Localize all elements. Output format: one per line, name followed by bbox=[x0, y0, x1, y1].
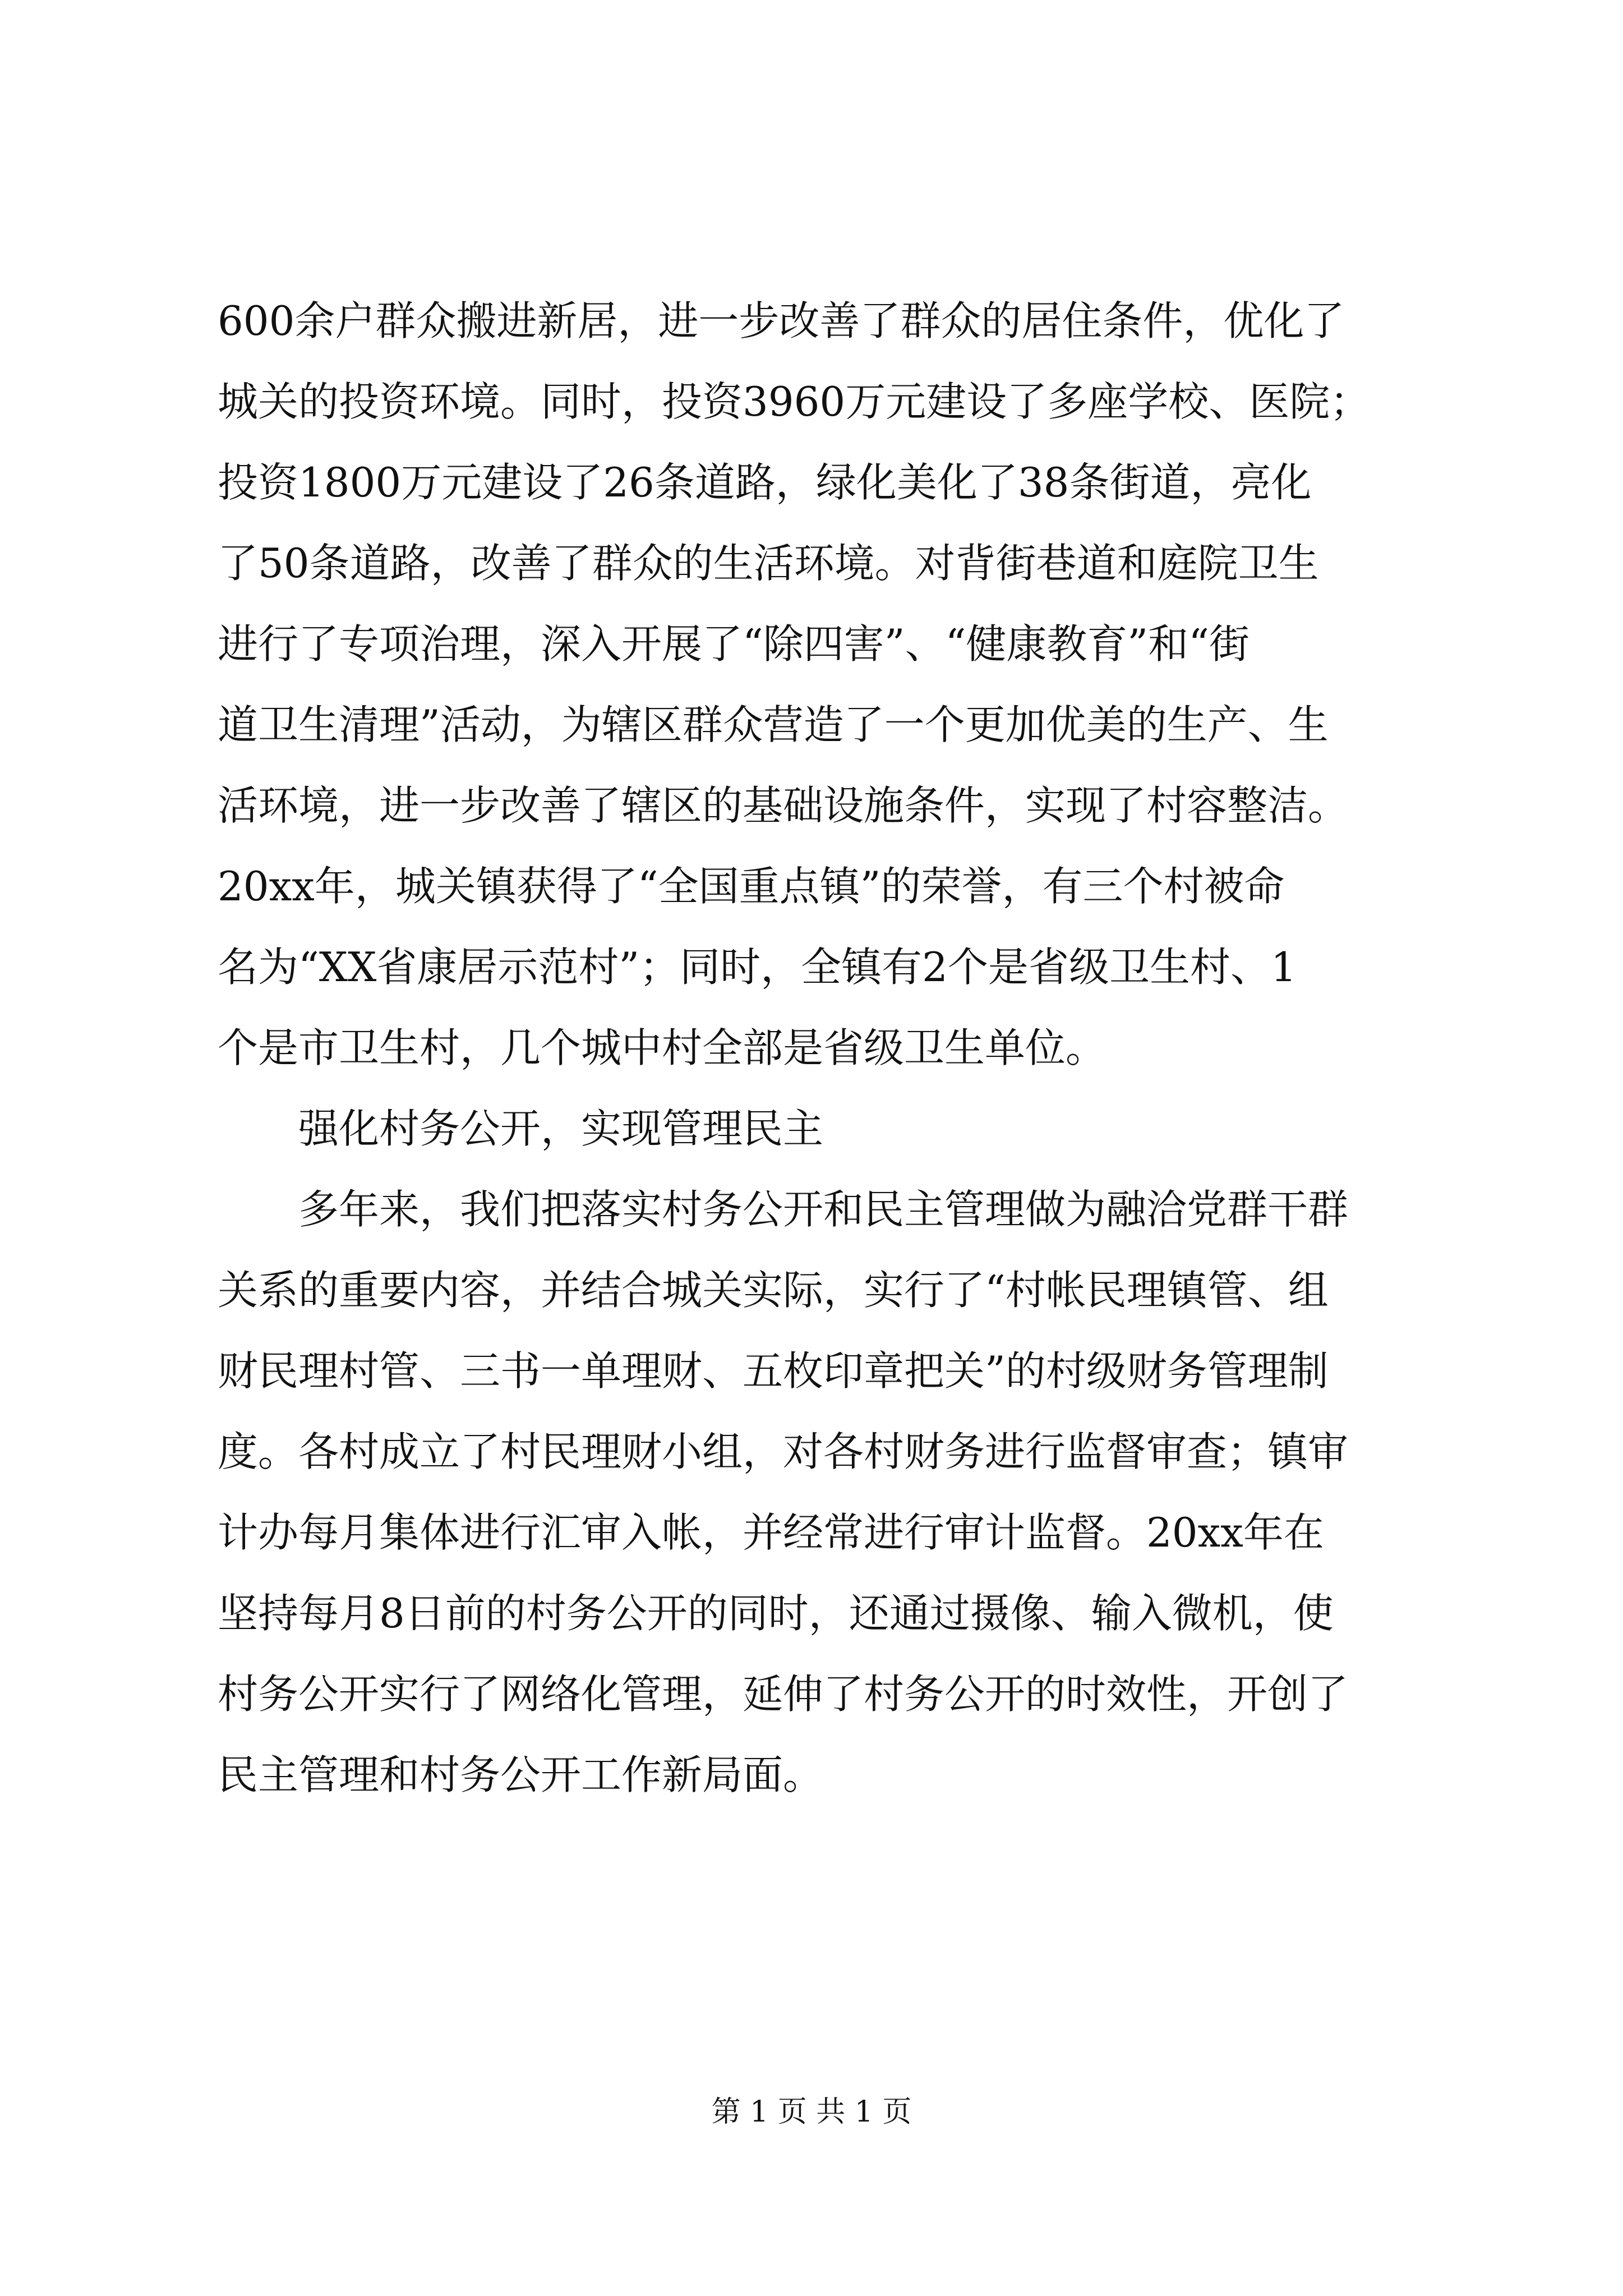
text-line: 坚持每月8日前的村务公开的同时，还通过摄像、输入微机，使 bbox=[218, 1590, 1334, 1637]
text-line: 财民理村管、三书一单理财、五枚印章把关”的村级财务管理制 bbox=[218, 1347, 1329, 1395]
text-line: 民主管理和村务公开工作新局面。 bbox=[218, 1751, 824, 1798]
text-line: 道卫生清理”活动，为辖区群众营造了一个更加优美的生产、生 bbox=[218, 701, 1329, 748]
text-line: 活环境，进一步改善了辖区的基础设施条件，实现了村容整洁。 bbox=[218, 782, 1349, 829]
text-line: 度。各村成立了村民理财小组，对各村财务进行监督审查；镇审 bbox=[218, 1428, 1349, 1475]
page-footer: 第 1 页 共 1 页 bbox=[711, 2095, 912, 2129]
text-line: 名为“XX省康居示范村”；同时，全镇有2个是省级卫生村、1 bbox=[218, 944, 1297, 991]
text-line: 投资1800万元建设了26条道路，绿化美化了38条街道，亮化 bbox=[218, 459, 1312, 506]
text-line: 计办每月集体进行汇审入帐，并经常进行审计监督。20xx年在 bbox=[218, 1509, 1324, 1556]
text-line: 城关的投资环境。同时，投资3960万元建设了多座学校、医院； bbox=[218, 378, 1371, 425]
paragraph-first-line: 多年来，我们把落实村务公开和民主管理做为融洽党群干群 bbox=[298, 1186, 1349, 1233]
text-line: 了50条道路，改善了群众的生活环境。对背街巷道和庭院卫生 bbox=[218, 540, 1319, 587]
text-line: 600余户群众搬进新居，进一步改善了群众的居住条件，优化了 bbox=[218, 297, 1345, 344]
body-text bbox=[218, 280, 1407, 1815]
text-line: 20xx年，城关镇获得了“全国重点镇”的荣誉，有三个村被命 bbox=[218, 863, 1285, 910]
text-line: 关系的重要内容，并结合城关实际，实行了“村帐民理镇管、组 bbox=[218, 1267, 1329, 1314]
section-heading: 强化村务公开，实现管理民主 bbox=[298, 1105, 824, 1152]
text-line: 进行了专项治理，深入开展了“除四害”、“健康教育”和“街 bbox=[218, 620, 1250, 668]
text-line: 村务公开实行了网络化管理，延伸了村务公开的时效性，开创了 bbox=[218, 1671, 1349, 1718]
text-line: 个是市卫生村，几个城中村全部是省级卫生单位。 bbox=[218, 1024, 1106, 1071]
